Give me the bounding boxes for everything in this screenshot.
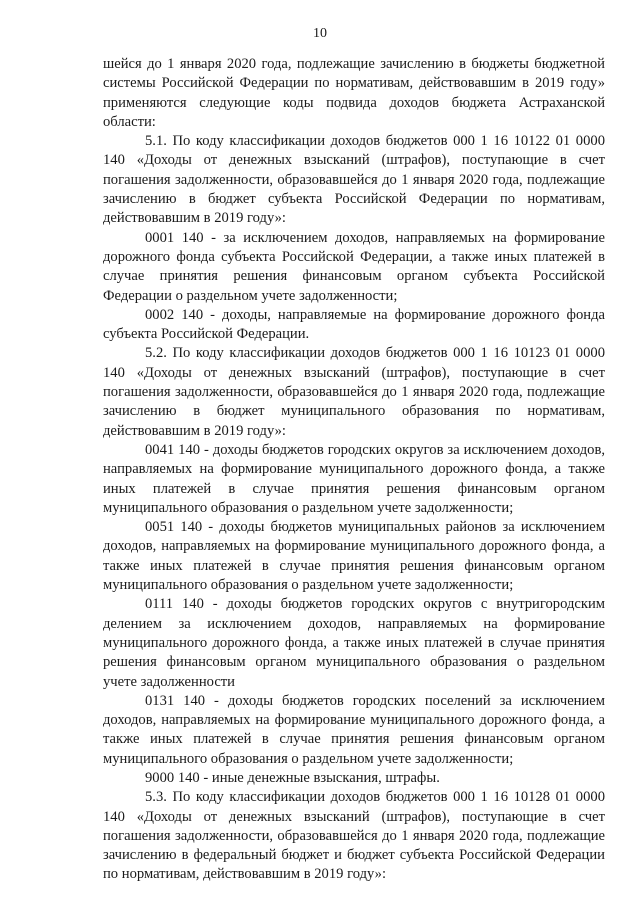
paragraph-code-0041: 0041 140 - доходы бюджетов городских округов за исключением доходов, направляемых на формирование муниципального дорожного фонда, а также иных платежей в случае принятия решения финансовым органом муниципального образования о раздельном учете задолженности;: [103, 441, 605, 516]
paragraph-code-0051: 0051 140 - доходы бюджетов муниципальных районов за исключением доходов, направляемых на формирование муниципального дорожного фонда, а также иных платежей в случае принятия решения финансовым органом муниципального образования о раздельном учете задолженности;: [103, 519, 605, 594]
paragraph-code-0131: 0131 140 - доходы бюджетов городских поселений за исключением доходов, направляемых на формирование муниципального дорожного фонда, а также иных платежей в случае принятия решения финансовым органом муниципального образования о раздельном учете задолженности;: [103, 692, 605, 767]
paragraph-continuation: шейся до 1 января 2020 года, подлежащие зачислению в бюджеты бюджетной системы Российской Федерации по нормативам, действовавшим в 2019 году» применяются следующие коды подвида доходов бюджета Астраханской области:: [103, 56, 605, 130]
paragraph-5-1: 5.1. По коду классификации доходов бюджетов 000 1 16 10122 01 0000 140 «Доходы от денежных взысканий (штрафов), поступающие в счет погашения задолженности, образовавшейся до 1 января 2020 года, подлежащие зачислению в бюджет субъекта Российской Федерации по нормативам, действовавшим в 2019 году»:: [103, 133, 605, 227]
page-number: 10: [313, 26, 327, 41]
paragraph-5-3: 5.3. По коду классификации доходов бюджетов 000 1 16 10128 01 0000 140 «Доходы от денежных взысканий (штрафов), поступающие в счет погашения задолженности, образовавшейся до 1 января 2020 года, подлежащие зачислению в федеральный бюджет и бюджет субъекта Российской Федерации по нормативам, действовавшим в 2019 году»:: [103, 789, 605, 883]
paragraph-code-0002: 0002 140 - доходы, направляемые на формирование дорожного фонда субъекта Российской Федерации.: [103, 306, 605, 343]
paragraph-code-0111: 0111 140 - доходы бюджетов городских округов с внутригородским делением за исключением доходов, направляемых на формирование муниципального дорожного фонда, а также иных платежей в случае принятия решения финансовым органом муниципального образования о раздельном учете задолженности: [103, 596, 605, 690]
paragraph-code-9000: 9000 140 - иные денежные взыскания, штрафы.: [145, 769, 440, 786]
paragraph-5-2: 5.2. По коду классификации доходов бюджетов 000 1 16 10123 01 0000 140 «Доходы от денежных взысканий (штрафов), поступающие в счет погашения задолженности, образовавшейся до 1 января 2020 года, подлежащие зачислению в бюджет муниципального образования по нормативам, действовавшим в 2019 году»:: [103, 345, 605, 439]
document-body: [103, 55, 605, 885]
paragraph-code-0001: 0001 140 - за исключением доходов, направляемых на формирование дорожного фонда субъекта Российской Федерации, а также иных платежей в случае принятия решения финансовым органом субъекта Российской Федерации о раздельном учете задолженности;: [103, 229, 605, 304]
